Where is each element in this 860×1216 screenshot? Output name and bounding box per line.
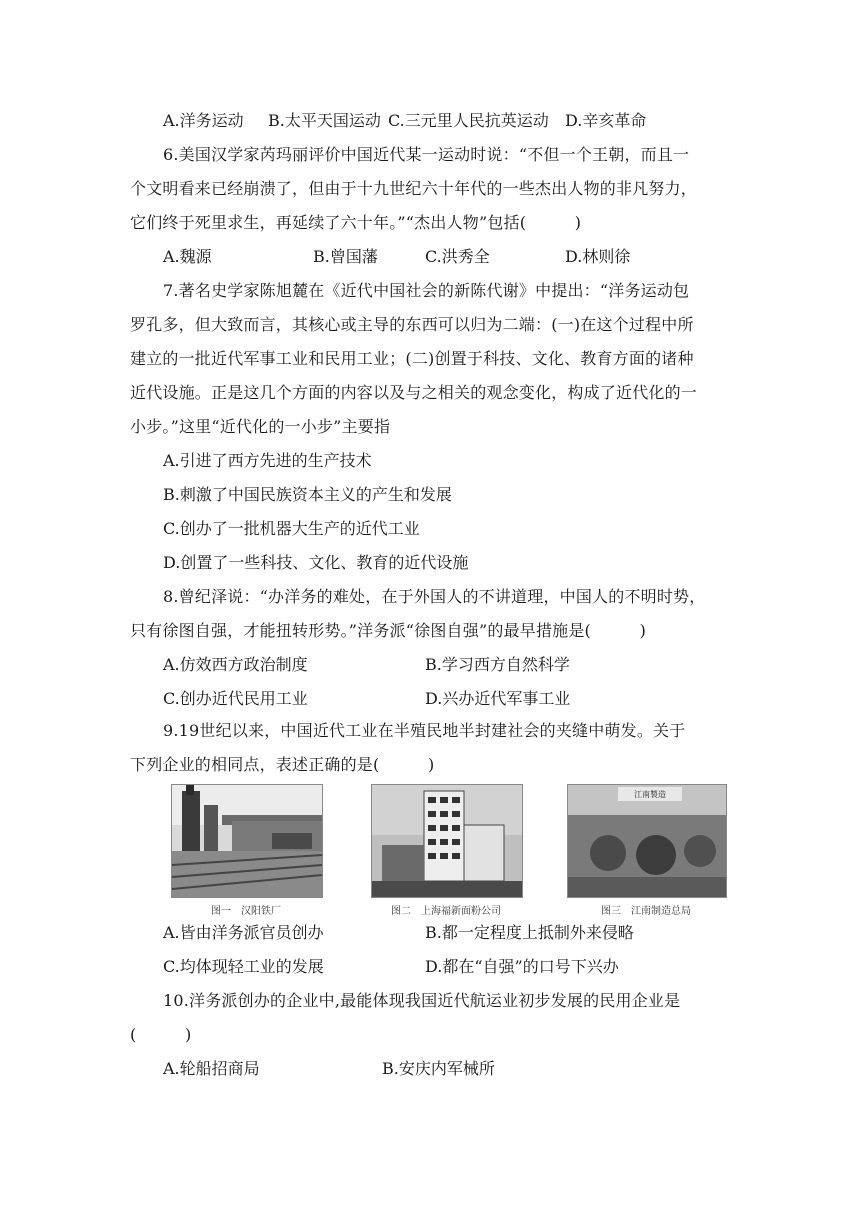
q7-option-b: B.刺激了中国民族资本主义的产生和发展 [163,485,452,504]
q8-option-b: B.学习西方自然科学 [425,655,570,674]
q9-option-a: A.皆由洋务派官员创办 [163,923,324,942]
q7-option-a: A.引进了西方先进的生产技术 [163,451,372,470]
q10-stem-line-2: ( ) [130,1025,192,1044]
q7-stem-line-3: 建立的一批近代军事工业和民用工业；(二)创置于科技、文化、教育方面的诸种 [130,349,694,368]
q7-option-d: D.创置了一些科技、文化、教育的近代设施 [163,553,469,572]
q7-stem-line-2: 罗孔多，但大致而言，其核心或主导的东西可以归为二端：(一)在这个过程中所 [130,315,694,334]
q10-option-b: B.安庆内军械所 [382,1059,495,1078]
q8-option-a: A.仿效西方政治制度 [163,655,308,674]
q10-option-a: A.轮船招商局 [163,1059,260,1078]
q7-stem-line-5: 小步。”这里“近代化的一小步”主要指 [130,417,391,436]
figure-fuxin-flour-mill-photo [371,784,523,898]
q8-option-c: C.创办近代民用工业 [163,689,308,708]
q9-option-c: C.均体现轻工业的发展 [163,957,324,976]
q10-stem-line-1: 10.洋务派创办的企业中,最能体现我国近代航运业初步发展的民用企业是 [163,991,681,1010]
q6-option-b: B.曾国藩 [313,247,378,266]
figure-1-caption: 图一 汉阳铁厂 [211,906,281,917]
q8-stem-line-1: 8.曾纪泽说：“办洋务的难处，在于外国人的不讲道理，中国人的不明时势， [163,587,706,606]
q6-option-a: A.魏源 [163,247,212,266]
q6-option-c: C.洪秀全 [425,247,490,266]
figure-jiangnan-arsenal-photo [567,784,727,898]
q6-stem-line-1: 6.美国汉学家芮玛丽评价中国近代某一运动时说：“不但一个王朝，而且一 [163,145,690,164]
q9-option-b: B.都一定程度上抵制外来侵略 [425,923,634,942]
figure-2-caption: 图二 上海福新面粉公司 [391,906,501,917]
figure-3-caption: 图三 江南制造总局 [601,906,691,917]
figure-hanyang-ironworks-photo [171,784,323,898]
arsenal-signboard-text: 江南製造 [634,790,666,799]
q6-stem-line-2: 个文明看来已经崩溃了，但由于十九世纪六十年代的一些杰出人物的非凡努力， [130,179,698,198]
q5-option-a: A.洋务运动 [163,111,244,130]
q6-stem-line-3: 它们终于死里求生，再延续了六十年。”“杰出人物”包括( ) [130,213,582,232]
q9-stem-line-1: 9.19世纪以来，中国近代工业在半殖民地半封建社会的夹缝中萌发。关于 [163,721,686,740]
q6-option-d: D.林则徐 [565,247,631,266]
q7-option-c: C.创办了一批机器大生产的近代工业 [163,519,420,538]
q7-stem-line-4: 近代设施。正是这几个方面的内容以及与之相关的观念变化，构成了近代化的一 [130,383,698,402]
q9-stem-line-2: 下列企业的相同点，表述正确的是( ) [130,755,435,774]
q5-option-b: B.太平天国运动 [268,111,381,130]
q8-stem-line-2: 只有徐图自强，才能扭转形势。”洋务派“徐图自强”的最早措施是( ) [130,621,647,640]
q9-option-d: D.都在“自强”的口号下兴办 [425,957,619,976]
q5-option-d: D.辛亥革命 [565,111,647,130]
q5-option-c: C.三元里人民抗英运动 [388,111,549,130]
q7-stem-line-1: 7.著名史学家陈旭麓在《近代中国社会的新陈代谢》中提出：“洋务运动包 [163,281,690,300]
q8-option-d: D.兴办近代军事工业 [425,689,571,708]
